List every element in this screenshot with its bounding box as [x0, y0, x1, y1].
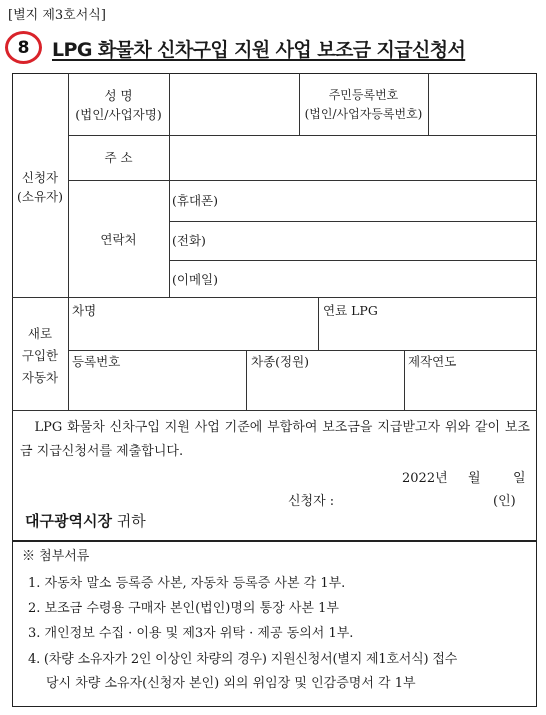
document-title: LPG 화물차 신차구입 지원 사업 보조금 지급신청서: [52, 39, 466, 61]
name-label: 성 명 (법인/사업자명): [75, 88, 162, 122]
divider: [169, 260, 537, 261]
email-field[interactable]: (이메일): [172, 272, 218, 287]
id-number-field[interactable]: [429, 74, 536, 134]
id-number-label: 주민등록번호 (법인/사업자등록번호): [304, 88, 423, 121]
mobile-field[interactable]: (휴대폰): [172, 193, 218, 208]
date-day: 일: [513, 471, 526, 486]
name-field[interactable]: [170, 74, 298, 134]
car-name-field[interactable]: 차명: [72, 303, 97, 318]
seal-mark: (인): [493, 494, 516, 509]
divider: [318, 297, 319, 350]
divider: [404, 350, 405, 410]
divider: [12, 297, 537, 298]
divider: [68, 350, 537, 351]
declaration-text: LPG 화물차 신차구입 지원 사업 기준에 부합하여 보조금을 지급받고자 위와 같이 보조금 지급신청서를 제출합니다.: [20, 420, 530, 459]
attachment-item: 2. 보조금 수령용 구매자 본인(법인)명의 통장 사본 1부: [28, 601, 339, 616]
attachment-item: 4. (차량 소유자가 2인 이상인 차량의 경우) 지원신청서(별지 제1호서식) 접수: [28, 652, 458, 667]
divider: [169, 221, 537, 222]
applicant-section-label: 신청자 (소유자): [17, 170, 63, 204]
attachment-item: 1. 자동차 말소 등록증 사본, 자동차 등록증 사본 각 1부.: [28, 576, 346, 591]
divider: [68, 180, 537, 181]
vehicle-type-field[interactable]: 차종(정원): [251, 354, 310, 369]
date-month: 월: [468, 471, 481, 486]
divider: [12, 410, 537, 411]
phone-field[interactable]: (전화): [172, 233, 206, 248]
manufacture-year-field[interactable]: 제작연도: [408, 354, 457, 369]
date-year: 2022년: [402, 471, 448, 486]
registration-number-field[interactable]: 등록번호: [72, 354, 121, 369]
page-number-badge: 8: [5, 31, 42, 64]
address-label: 주 소: [104, 150, 133, 165]
divider: [246, 350, 247, 410]
address-field[interactable]: [170, 136, 536, 179]
contact-label: 연락처: [100, 232, 137, 247]
attachment-item: 3. 개인정보 수집 · 이용 및 제3자 위탁 · 제공 동의서 1부.: [28, 626, 354, 641]
fuel-field[interactable]: 연료 LPG: [323, 303, 378, 318]
attachment-item-continuation: 당시 차량 소유자(신청자 본인) 외의 위임장 및 인감증명서 각 1부: [46, 676, 416, 691]
addressee: 대구광역시장 귀하: [25, 512, 146, 530]
applicant-signature-label: 신청자 :: [288, 494, 335, 509]
attachments-title: ※ 첨부서류: [22, 549, 90, 564]
vehicle-section-label: 새로 구입한 자동차: [21, 326, 59, 385]
form-number: [별지 제3호서식]: [8, 8, 106, 23]
